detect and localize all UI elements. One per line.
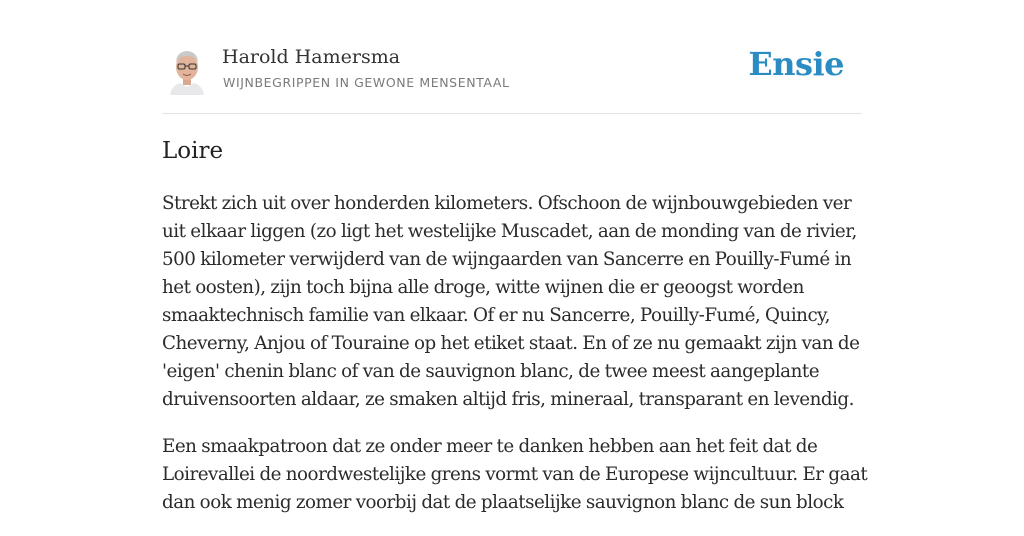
paragraph-line: 500 kilometer verwijderd van de wijngaarden van Sancerre en Pouilly-Fumé in [162, 249, 852, 270]
author-name[interactable]: Harold Hamersma [222, 46, 401, 68]
article-body [162, 190, 868, 536]
paragraph-line: Strekt zich uit over honderden kilometers. Ofschoon de wijnbouwgebieden ver [162, 193, 852, 214]
paragraph-line: smaaktechnisch familie van elkaar. Of er nu Sancerre, Pouilly-Fumé, Quincy, [162, 305, 830, 326]
brand-logo[interactable]: Ensie [748, 45, 844, 83]
paragraph-line: Loirevallei de noordwestelijke grens vormt van de Europese wijncultuur. Er gaat [162, 464, 868, 485]
paragraph-line: druivensoorten aldaar, ze smaken altijd fris, mineraal, transparant en levendig. [162, 389, 854, 410]
paragraph-line: Cheverny, Anjou of Touraine op het etiket staat. En of ze nu gemaakt zijn van de [162, 333, 860, 354]
article-title: Loire [162, 138, 224, 164]
author-avatar[interactable] [168, 47, 206, 95]
page-container [162, 0, 868, 513]
paragraph-line: Een smaakpatroon dat ze onder meer te danken hebben aan het feit dat de [162, 436, 818, 457]
header [162, 0, 862, 114]
article-paragraph [162, 433, 868, 517]
paragraph-line: 'eigen' chenin blanc of van de sauvignon blanc, de twee meest aangeplante [162, 361, 820, 382]
paragraph-line: het oosten), zijn toch bijna alle droge, witte wijnen die er geoogst worden [162, 277, 804, 298]
article-paragraph [162, 190, 862, 414]
paragraph-line: dan ook menig zomer voorbij dat de plaatselijke sauvignon blanc de sun block [162, 492, 844, 513]
paragraph-line: uit elkaar liggen (zo ligt het westelijke Muscadet, aan de monding van de rivier, [162, 221, 857, 242]
author-subtitle: WIJNBEGRIPPEN IN GEWONE MENSENTAAL [223, 75, 510, 90]
